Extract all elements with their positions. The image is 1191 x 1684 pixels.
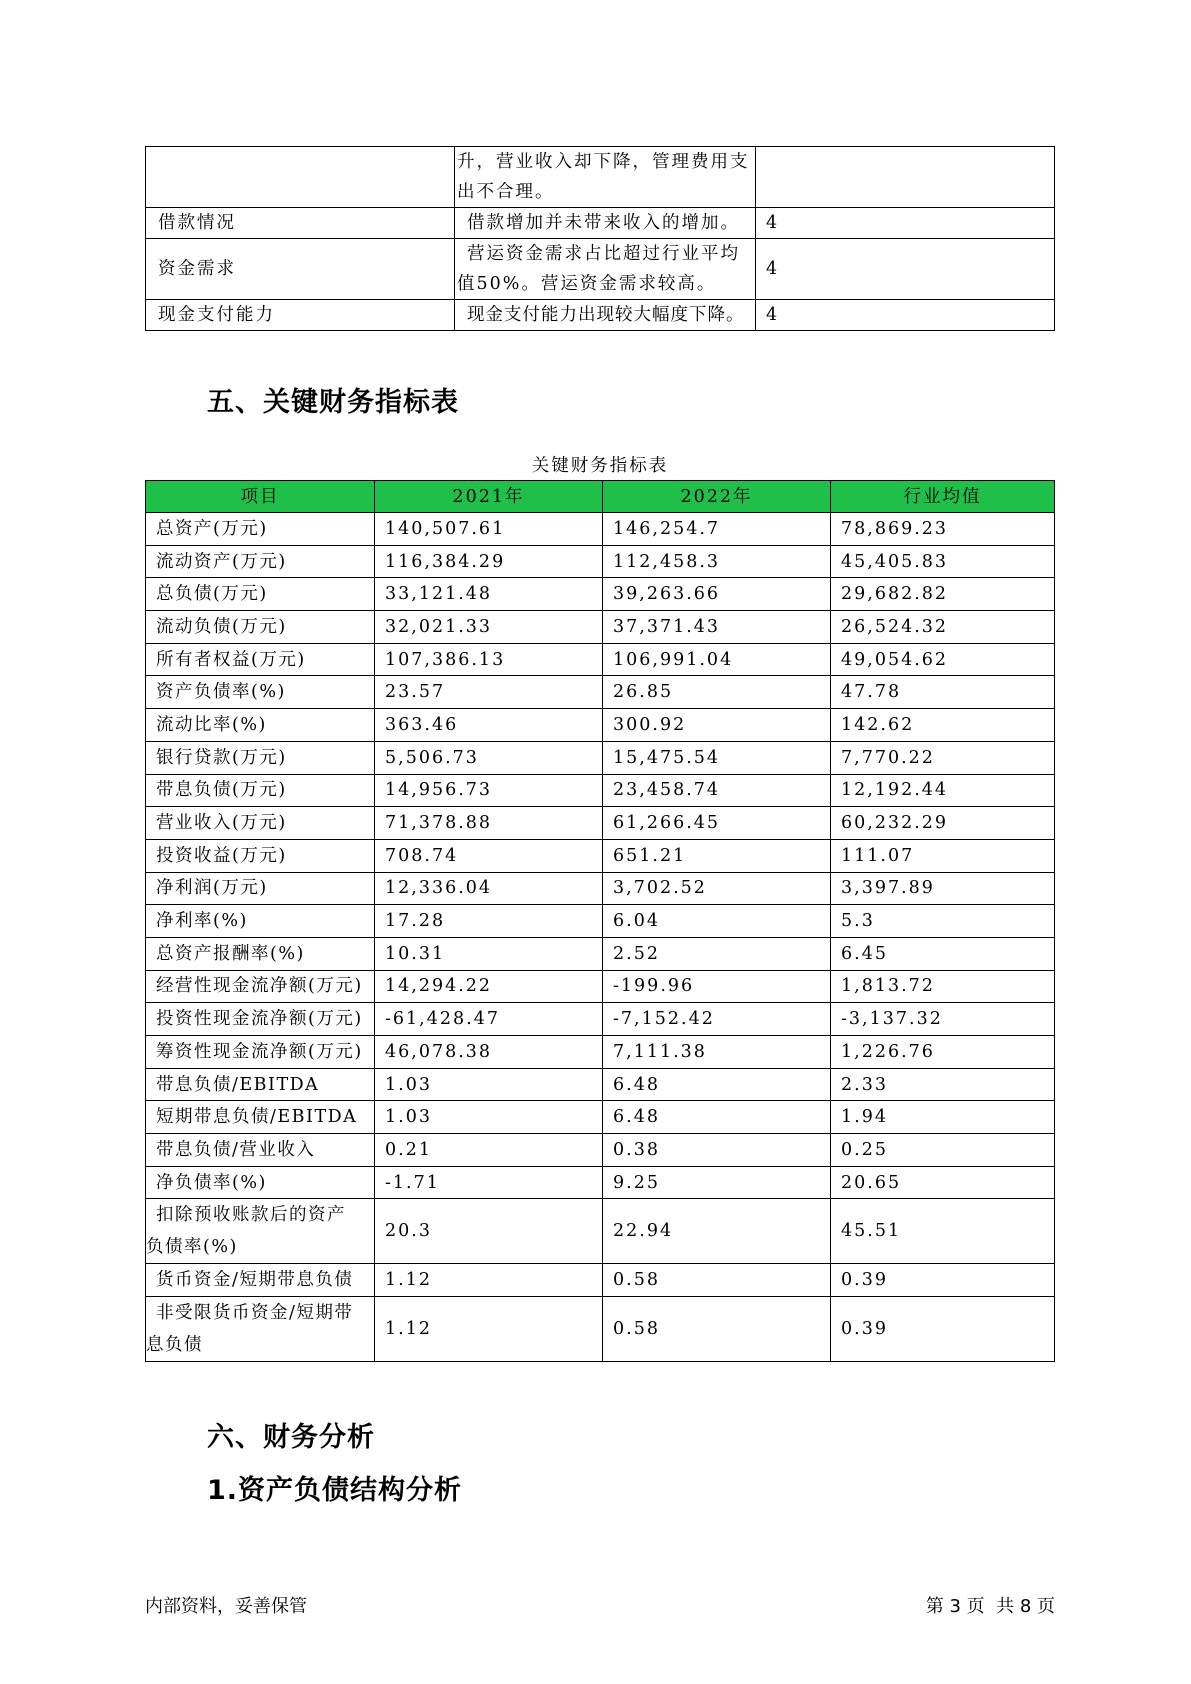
- table-row: [146, 513, 1055, 546]
- indicator-label: 总资产报酬率(%): [146, 937, 375, 970]
- indicator-value: 9.25: [603, 1166, 831, 1199]
- indicator-value: 6.45: [831, 937, 1055, 970]
- risk-score: 4: [756, 300, 1055, 331]
- table-row: [146, 239, 1055, 300]
- table-row: [146, 676, 1055, 709]
- indicator-value: -1.71: [375, 1166, 603, 1199]
- indicator-value: 60,232.29: [831, 807, 1055, 840]
- table-row: [146, 774, 1055, 807]
- indicator-value: 20.65: [831, 1166, 1055, 1199]
- indicator-value: 106,991.04: [603, 643, 831, 676]
- table-caption: 关键财务指标表: [531, 456, 669, 476]
- indicator-label: [146, 1297, 375, 1362]
- indicator-label: 总负债(万元): [146, 578, 375, 611]
- risk-description-line: 出不合理。: [457, 182, 555, 202]
- table-row: [146, 208, 1055, 239]
- indicator-label: 投资性现金流净额(万元): [146, 1003, 375, 1036]
- indicator-value: 26,524.32: [831, 611, 1055, 644]
- indicator-value: 29,682.82: [831, 578, 1055, 611]
- indicator-value: 1.12: [375, 1297, 603, 1362]
- indicator-value: 17.28: [375, 905, 603, 938]
- table-row: [146, 872, 1055, 905]
- indicator-value: 5,506.73: [375, 741, 603, 774]
- risk-description-line: 值50%。营运资金需求较高。: [457, 274, 717, 294]
- subsection-heading: 1.资产负债结构分析: [207, 1475, 463, 1506]
- indicator-label: [146, 1264, 375, 1297]
- table-row: [146, 709, 1055, 742]
- indicator-value: 37,371.43: [603, 611, 831, 644]
- risk-label: 资金需求: [146, 239, 455, 300]
- indicator-value: 1,226.76: [831, 1036, 1055, 1069]
- risk-label: 现金支付能力: [146, 300, 455, 331]
- section-heading: 五、关键财务指标表: [207, 387, 459, 418]
- indicator-label: 带息负债(万元): [146, 774, 375, 807]
- column-header: 项目: [146, 481, 375, 513]
- indicator-label: 流动资产(万元): [146, 545, 375, 578]
- table-row: [146, 611, 1055, 644]
- risk-label: [146, 147, 455, 208]
- indicator-value: 2.52: [603, 937, 831, 970]
- indicator-value: 33,121.48: [375, 578, 603, 611]
- indicator-label: 资产负债率(%): [146, 676, 375, 709]
- footer-page-number: 第 3 页 共 8 页: [925, 1596, 1055, 1617]
- table-row: [146, 545, 1055, 578]
- table-row: [146, 1166, 1055, 1199]
- indicator-label: 经营性现金流净额(万元): [146, 970, 375, 1003]
- table-row: [146, 300, 1055, 331]
- indicator-label-line: 非受限货币资金/短期带: [156, 1303, 354, 1324]
- indicator-label: 带息负债/营业收入: [146, 1134, 375, 1167]
- table-row: [146, 1264, 1055, 1297]
- indicator-value: 111.07: [831, 839, 1055, 872]
- risk-description: 借款增加并未带来收入的增加。: [455, 208, 756, 239]
- indicator-label: 净利率(%): [146, 905, 375, 938]
- table-row: [146, 807, 1055, 840]
- indicator-label-line: 扣除预收账款后的资产: [156, 1205, 346, 1226]
- indicator-value: 12,336.04: [375, 872, 603, 905]
- risk-score: [756, 147, 1055, 208]
- indicator-value: 14,956.73: [375, 774, 603, 807]
- indicator-value: 300.92: [603, 709, 831, 742]
- indicator-value: 12,192.44: [831, 774, 1055, 807]
- indicator-value: 146,254.7: [603, 513, 831, 546]
- indicator-value: 14,294.22: [375, 970, 603, 1003]
- indicator-value: 0.39: [831, 1264, 1055, 1297]
- risk-assessment-table: [145, 146, 1055, 331]
- indicator-value: 0.58: [603, 1264, 831, 1297]
- indicator-value: 20.3: [375, 1199, 603, 1264]
- indicator-value: 651.21: [603, 839, 831, 872]
- table-row: [146, 1297, 1055, 1362]
- table-row: [146, 905, 1055, 938]
- indicator-value: 140,507.61: [375, 513, 603, 546]
- indicator-value: 0.39: [831, 1297, 1055, 1362]
- indicator-value: 23.57: [375, 676, 603, 709]
- indicator-value: 0.21: [375, 1134, 603, 1167]
- indicator-label: 净负债率(%): [146, 1166, 375, 1199]
- indicator-value: 112,458.3: [603, 545, 831, 578]
- indicator-value: 32,021.33: [375, 611, 603, 644]
- key-financial-indicators-table: [145, 480, 1055, 1362]
- indicator-label: 营业收入(万元): [146, 807, 375, 840]
- indicator-label: 带息负债/EBITDA: [146, 1068, 375, 1101]
- indicator-value: 7,770.22: [831, 741, 1055, 774]
- table-row: [146, 1003, 1055, 1036]
- indicator-value: 2.33: [831, 1068, 1055, 1101]
- indicator-value: -3,137.32: [831, 1003, 1055, 1036]
- indicator-label-line: 货币资金/短期带息负债: [156, 1270, 354, 1291]
- indicator-value: 142.62: [831, 709, 1055, 742]
- indicator-value: 0.38: [603, 1134, 831, 1167]
- indicator-label: 总资产(万元): [146, 513, 375, 546]
- table-row: [146, 970, 1055, 1003]
- indicator-label: 筹资性现金流净额(万元): [146, 1036, 375, 1069]
- indicator-value: -199.96: [603, 970, 831, 1003]
- indicator-value: 23,458.74: [603, 774, 831, 807]
- risk-description: 现金支付能力出现较大幅度下降。: [455, 300, 756, 331]
- indicator-value: 46,078.38: [375, 1036, 603, 1069]
- indicator-value: 1.12: [375, 1264, 603, 1297]
- indicator-value: 1.94: [831, 1101, 1055, 1134]
- table-row: [146, 839, 1055, 872]
- indicator-label-line: 负债率(%): [146, 1237, 238, 1258]
- indicator-value: 116,384.29: [375, 545, 603, 578]
- table-row: [146, 1068, 1055, 1101]
- indicator-value: 26.85: [603, 676, 831, 709]
- indicator-value: 10.31: [375, 937, 603, 970]
- indicator-value: 78,869.23: [831, 513, 1055, 546]
- indicator-value: 3,397.89: [831, 872, 1055, 905]
- column-header: 2022年: [603, 481, 831, 513]
- indicator-label: 投资收益(万元): [146, 839, 375, 872]
- indicator-value: 39,263.66: [603, 578, 831, 611]
- indicator-value: 5.3: [831, 905, 1055, 938]
- indicator-value: 15,475.54: [603, 741, 831, 774]
- risk-description-line: 营运资金需求占比超过行业平均: [467, 244, 740, 264]
- indicator-value: 45,405.83: [831, 545, 1055, 578]
- indicator-label-line: 息负债: [146, 1335, 203, 1356]
- table-row: [146, 1101, 1055, 1134]
- indicator-value: 708.74: [375, 839, 603, 872]
- table-header-row: [146, 481, 1055, 513]
- risk-label: 借款情况: [146, 208, 455, 239]
- indicator-value: 1.03: [375, 1101, 603, 1134]
- indicator-value: 6.04: [603, 905, 831, 938]
- indicator-value: 49,054.62: [831, 643, 1055, 676]
- indicator-label: 流动比率(%): [146, 709, 375, 742]
- indicator-value: -61,428.47: [375, 1003, 603, 1036]
- section-heading: 六、财务分析: [207, 1422, 375, 1453]
- indicator-label: 流动负债(万元): [146, 611, 375, 644]
- table-row: [146, 1134, 1055, 1167]
- indicator-value: 1.03: [375, 1068, 603, 1101]
- indicator-value: 363.46: [375, 709, 603, 742]
- indicator-label: [146, 1199, 375, 1264]
- indicator-value: 0.25: [831, 1134, 1055, 1167]
- indicator-value: 6.48: [603, 1068, 831, 1101]
- indicator-value: 3,702.52: [603, 872, 831, 905]
- column-header: 行业均值: [831, 481, 1055, 513]
- indicator-value: -7,152.42: [603, 1003, 831, 1036]
- indicator-value: 71,378.88: [375, 807, 603, 840]
- table-row: [146, 937, 1055, 970]
- indicator-value: 61,266.45: [603, 807, 831, 840]
- indicator-value: 45.51: [831, 1199, 1055, 1264]
- indicator-value: 1,813.72: [831, 970, 1055, 1003]
- table-row: [146, 1199, 1055, 1264]
- indicator-value: 0.58: [603, 1297, 831, 1362]
- risk-description: [455, 239, 756, 300]
- table-row: [146, 741, 1055, 774]
- indicator-label: 净利润(万元): [146, 872, 375, 905]
- table-row: [146, 643, 1055, 676]
- column-header: 2021年: [375, 481, 603, 513]
- risk-description-line: 升，营业收入却下降，管理费用支: [457, 152, 750, 172]
- table-row: [146, 578, 1055, 611]
- indicator-label: 银行贷款(万元): [146, 741, 375, 774]
- risk-score: 4: [756, 208, 1055, 239]
- indicator-value: 6.48: [603, 1101, 831, 1134]
- table-row: [146, 147, 1055, 208]
- risk-description: [455, 147, 756, 208]
- indicator-value: 7,111.38: [603, 1036, 831, 1069]
- risk-score: 4: [756, 239, 1055, 300]
- indicator-value: 22.94: [603, 1199, 831, 1264]
- indicator-label: 所有者权益(万元): [146, 643, 375, 676]
- footer-confidential-note: 内部资料，妥善保管: [145, 1596, 307, 1617]
- indicator-value: 107,386.13: [375, 643, 603, 676]
- table-row: [146, 1036, 1055, 1069]
- indicator-label: 短期带息负债/EBITDA: [146, 1101, 375, 1134]
- indicator-value: 47.78: [831, 676, 1055, 709]
